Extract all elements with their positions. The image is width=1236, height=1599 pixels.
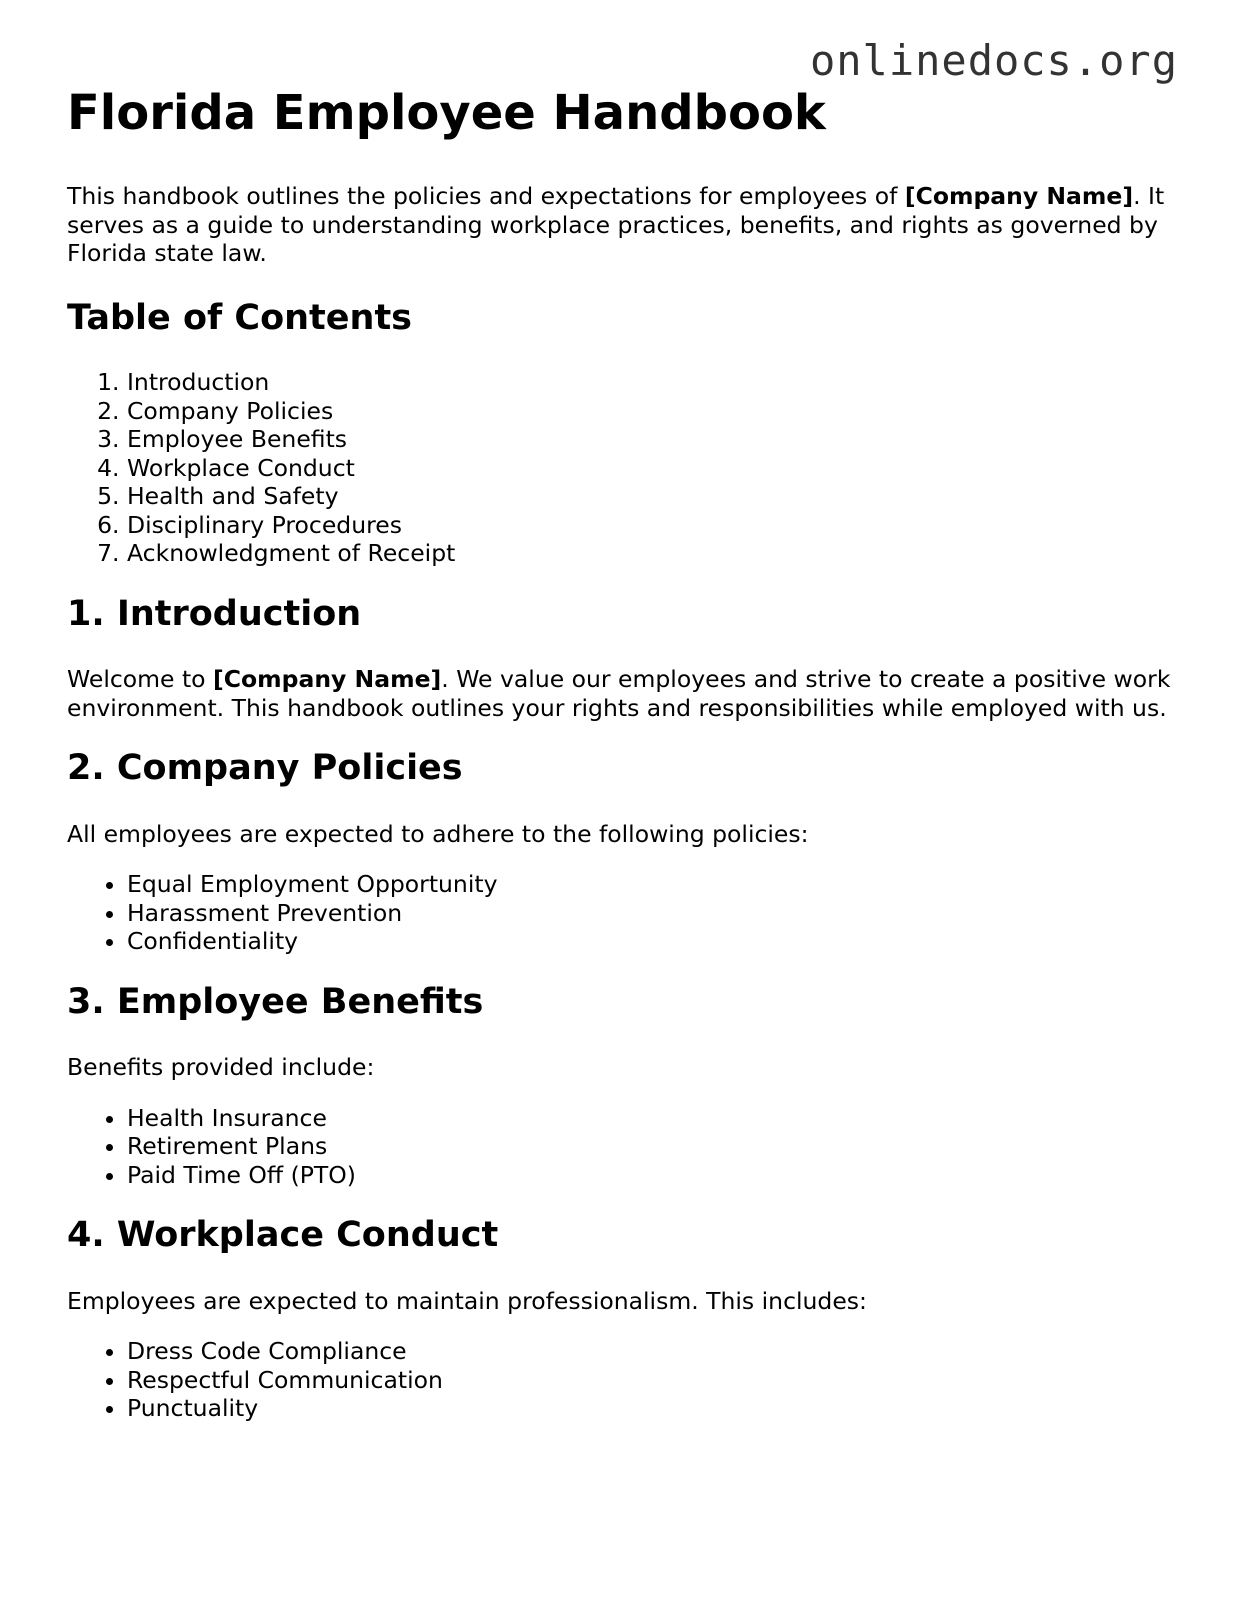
toc-heading: Table of Contents [67, 297, 413, 338]
document [67, 82, 1177, 1423]
section-benefits-text: Benefits provided include: [67, 1053, 375, 1082]
list-item: • Confidentiality [127, 927, 1177, 956]
section-conduct-heading: 4. Workplace Conduct [67, 1215, 499, 1256]
section-policies-heading: 2. Company Policies [67, 748, 463, 789]
list-item: • Dress Code Compliance [127, 1337, 1177, 1366]
benefits-list [67, 1104, 1177, 1190]
company-name-placeholder: [Company Name] [904, 182, 1134, 211]
toc-item: 4. Workplace Conduct [127, 454, 1177, 483]
toc-item: 1. Introduction [127, 368, 1177, 397]
toc-item: 6. Disciplinary Procedures [127, 511, 1177, 540]
section-benefits-heading: 3. Employee Benefits [67, 981, 484, 1022]
section-conduct-text: Employees are expected to maintain professionalism. This includes: [67, 1286, 867, 1315]
list-item: • Equal Employment Opportunity [127, 870, 1177, 899]
intro-text-after: . It serves as a guide to understanding workplace practices, benefits, and rights as governed by Florida state law. [67, 182, 1165, 268]
toc-list [67, 368, 1177, 568]
company-name-placeholder: [Company Name] [213, 665, 442, 694]
toc-item: 3. Employee Benefits [127, 425, 1177, 454]
toc-item: 7. Acknowledgment of Receipt [127, 539, 1177, 568]
conduct-list [67, 1337, 1177, 1423]
policies-list [67, 870, 1177, 956]
list-item: • Harassment Prevention [127, 899, 1177, 928]
section-introduction-text [67, 665, 1177, 722]
section-introduction-heading: 1. Introduction [67, 593, 362, 634]
watermark: onlinedocs.org [809, 36, 1178, 85]
section-policies-text: All employees are expected to adhere to the following policies: [67, 819, 809, 848]
intro-paragraph [67, 182, 1177, 268]
welcome-text-after: . We value our employees and strive to create a positive work environment. This handbook outlines your rights and responsibilities while employed with us. [67, 665, 1171, 722]
list-item: • Respectful Communication [127, 1366, 1177, 1395]
page-title: Florida Employee Handbook [67, 85, 826, 141]
intro-text-before: This handbook outlines the policies and expectations for employees of [67, 182, 905, 211]
list-item: • Health Insurance [127, 1104, 1177, 1133]
toc-item: 2. Company Policies [127, 397, 1177, 426]
toc-item: 5. Health and Safety [127, 482, 1177, 511]
list-item: • Paid Time Off (PTO) [127, 1161, 1177, 1190]
welcome-text-before: Welcome to [67, 665, 214, 694]
list-item: • Retirement Plans [127, 1132, 1177, 1161]
list-item: • Punctuality [127, 1394, 1177, 1423]
